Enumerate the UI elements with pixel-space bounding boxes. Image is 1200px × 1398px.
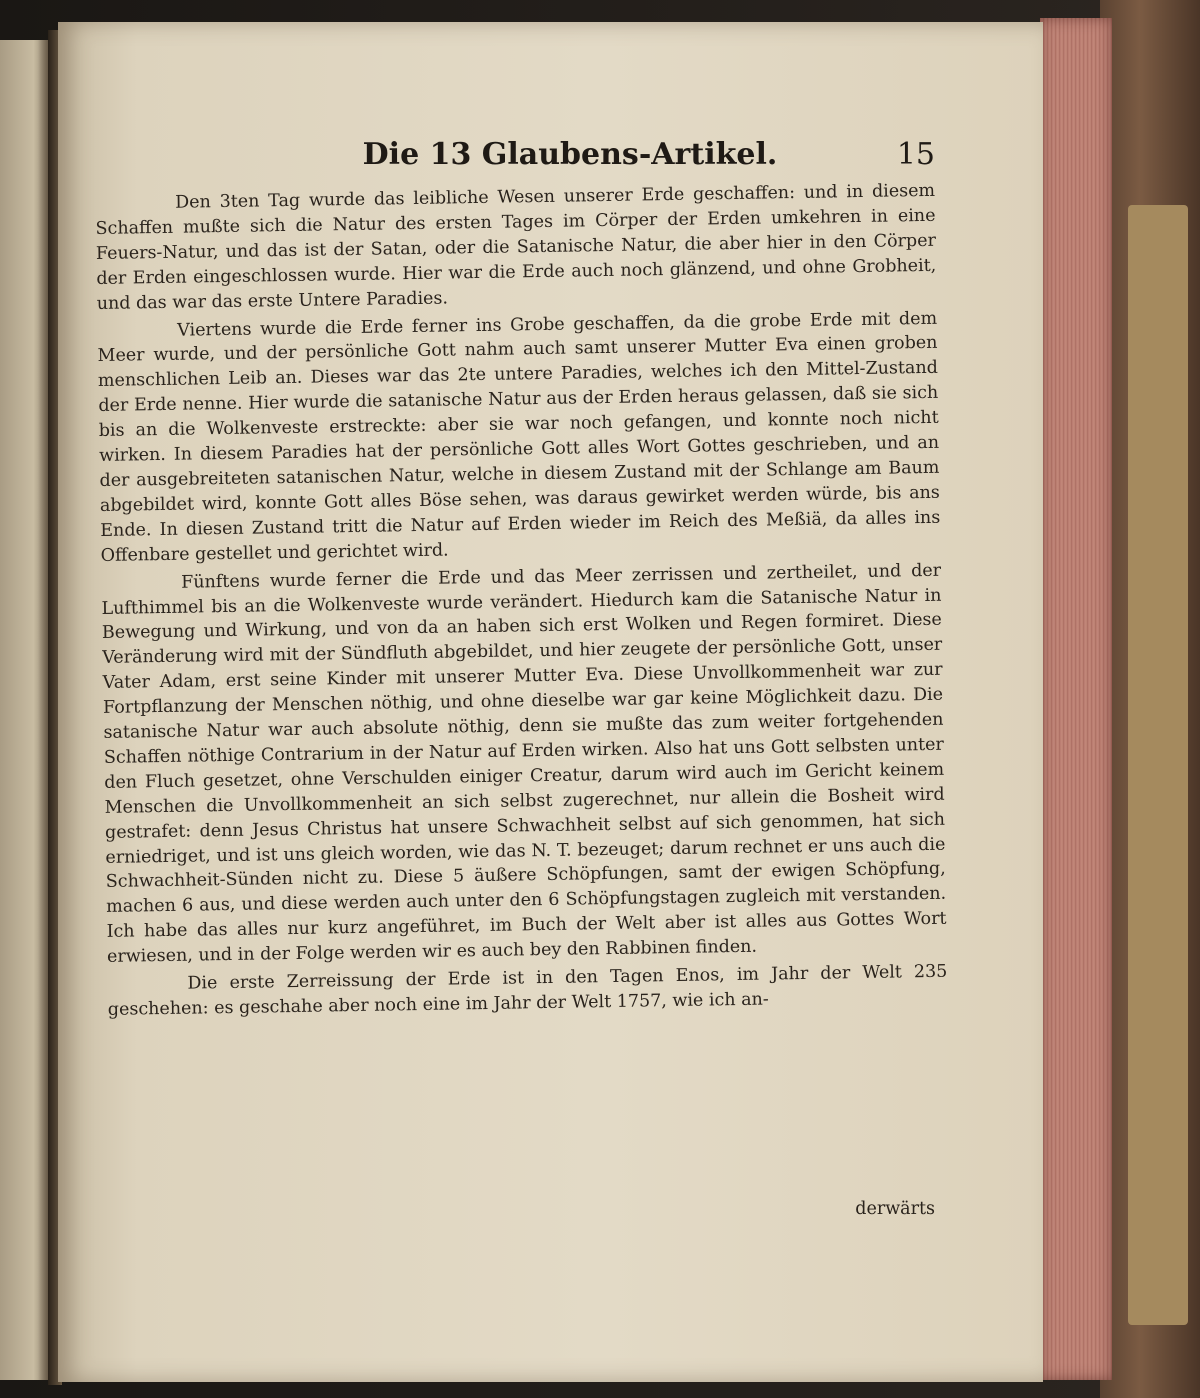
book-cover-right — [1100, 0, 1200, 1398]
left-page-shadow — [38, 40, 48, 1380]
running-head — [95, 135, 935, 175]
left-page-edge — [0, 40, 48, 1380]
paragraph: Viertens wurde die Erde ferner ins Grobe geschaffen, da die grobe Erde mit dem Meer wurde, und der persönliche Gott nahm auch samt unserer Mutter Eva einen groben menschlichen Leib an. Dieses war das 2te untere Paradies, welches ich den Mittel-Zustand der Erde nenne. Hier wurde die satanische Natur aus der Erden heraus gelassen, daß sie sich bis an die Wolkenveste erstreckte: aber sie war noch gefangen, und konnte noch nicht wirken. In diesem Paradies hat der persönliche Gott alles Wort Gottes geschrieben, und an der ausgebreiteten satanischen Natur, welche in diesem Zustand mit der Schlange am Baum abgebildet wird, konnte Gott alles Böse sehen, was daraus gewirket werden würde, bis ans Ende. In diesen Zustand tritt die Natur auf Erden wieder im Reich des Meßiä, da alles ins Offenbare gestellet und gerichtet wird. — [97, 308, 941, 566]
cover-board — [1128, 205, 1188, 1325]
page-fore-edge — [1040, 18, 1112, 1380]
paragraph: Den 3ten Tag wurde das leibliche Wesen unserer Erde geschaffen: und in diesem Schaffen mußte sich die Natur des ersten Tages im Cörper der Erden umkehren in eine Feuers-Natur, und das ist der Satan, oder die Satanische Natur, die aber hier in den Cörper der Erden eingeschlossen wurde. Hier war die Erde auch noch glänzend, und ohne Grobheit, und das war das erste Untere Paradies. — [95, 180, 937, 314]
page-title: Die 13 Glaubens-Artikel. — [362, 137, 778, 172]
body-text — [95, 179, 951, 1222]
paragraph: Die erste Zerreissung der Erde ist in den Tagen Enos, im Jahr der Welt 235 geschehen: es geschahe aber noch eine im Jahr der Welt 1757, wie ich an- — [107, 961, 948, 1020]
page-number: 15 — [896, 137, 935, 172]
catchword: derwärts — [855, 1199, 935, 1219]
paragraph: Fünftens wurde ferner die Erde und das Meer zerrissen und zertheilet, und der Lufthimmel bis an die Wolkenveste wurde verändert. Hiedurch kam die Satanische Natur in Bewegung und Wirkung, und von da an haben sich erst Wolken und Regen formiret. Diese Veränderung wird mit der Sündfluth abgebildet, und hier zeugete der persönliche Gott, unser Vater Adam, erst seine Kinder mit unserer Mutter Eva. Diese Unvollkommenheit war zur Fortpflanzung der Menschen nöthig, und ohne dieselbe war gar keine Möglichkeit dazu. Die satanische Natur war auch absolute nöthig, denn sie mußte das zum weiter fortgehenden Schaffen nöthige Contrarium in der Natur auf Erden wirken. Also hat uns Gott selbsten unter den Fluch gesetzet, ohne Verschulden einiger Creatur, darum wird auch im Gericht keinem Menschen die Unvollkommenheit an sich selbst zugerechnet, nur allein die Bosheit wird gestrafet: denn Jesus Christus hat unsere Schwachheit selbst auf sich genommen, hat sich erniedriget, und ist uns gleich worden, wie das N. T. bezeuget; darum rechnet er uns auch die Schwachheit-Sünden nicht zu. Diese 5 äußere Schöpfungen, samt der ewigen Schöpfung, machen 6 aus, und diese werden auch unter den 6 Schöpfungstagen zugleich mit verstanden. Ich habe das alles nur kurz angeführet, im Buch der Welt aber ist alles aus Gottes Wort erwiesen, und in der Folge werden wir es auch bey den Rabbinen finden. — [101, 560, 947, 968]
